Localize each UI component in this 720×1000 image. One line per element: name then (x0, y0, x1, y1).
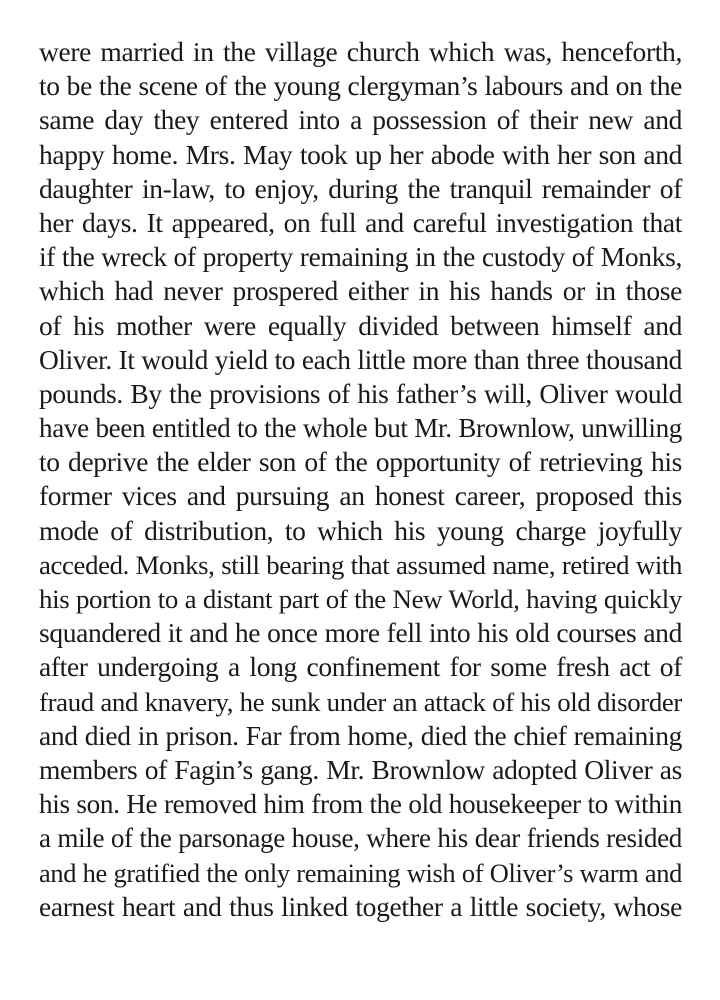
text-line: and he gratified the only remaining wish of Oliver’s warm and (39, 857, 682, 888)
text-line: Oliver. It would yield to each little more than three thousand (39, 344, 682, 375)
text-line: former vices and pursuing an honest career, proposed this (39, 480, 682, 512)
text-line: to deprive the elder son of the opportunity of retrieving his (39, 446, 682, 478)
text-line: pounds. By the provisions of his father’s will, Oliver would (39, 377, 682, 409)
body-text (39, 35, 682, 924)
text-line: if the wreck of property remaining in the custody of Monks, (39, 241, 682, 273)
text-line: acceded. Monks, still bearing that assumed name, retired with (39, 549, 682, 580)
text-line: which had never prospered either in his hands or in those (39, 275, 682, 307)
text-line: of his mother were equally divided between himself and (39, 309, 682, 341)
text-line: his portion to a distant part of the New World, having quickly (39, 584, 682, 614)
text-line: and died in prison. Far from home, died the chief remaining (39, 719, 682, 751)
text-line: happy home. Mrs. May took up her abode with her son and (39, 138, 682, 170)
text-line: were married in the village church which was, henceforth, (39, 36, 682, 67)
text-line: her days. It appeared, on full and careful investigation that (39, 206, 682, 238)
text-line: mode of distribution, to which his young charge joyfully (39, 514, 682, 546)
text-line: same day they entered into a possession of their new and (39, 104, 682, 136)
text-line: squandered it and he once more fell into his old courses and (39, 617, 682, 649)
text-line: to be the scene of the young clergyman’s labours and on the (39, 70, 682, 102)
text-line: members of Fagin’s gang. Mr. Brownlow adopted Oliver as (39, 753, 682, 785)
text-line: a mile of the parsonage house, where his dear friends resided (39, 823, 682, 854)
text-line: after undergoing a long confinement for some fresh act of (39, 651, 682, 683)
text-line: daughter in-law, to enjoy, during the tranquil remainder of (39, 172, 682, 204)
text-line: his son. He removed him from the old housekeeper to within (39, 789, 682, 820)
text-line: have been entitled to the whole but Mr. Brownlow, unwilling (39, 413, 682, 444)
text-line: fraud and knavery, he sunk under an attack of his old disorder (39, 686, 682, 717)
text-line: earnest heart and thus linked together a little society, whose (39, 890, 682, 922)
